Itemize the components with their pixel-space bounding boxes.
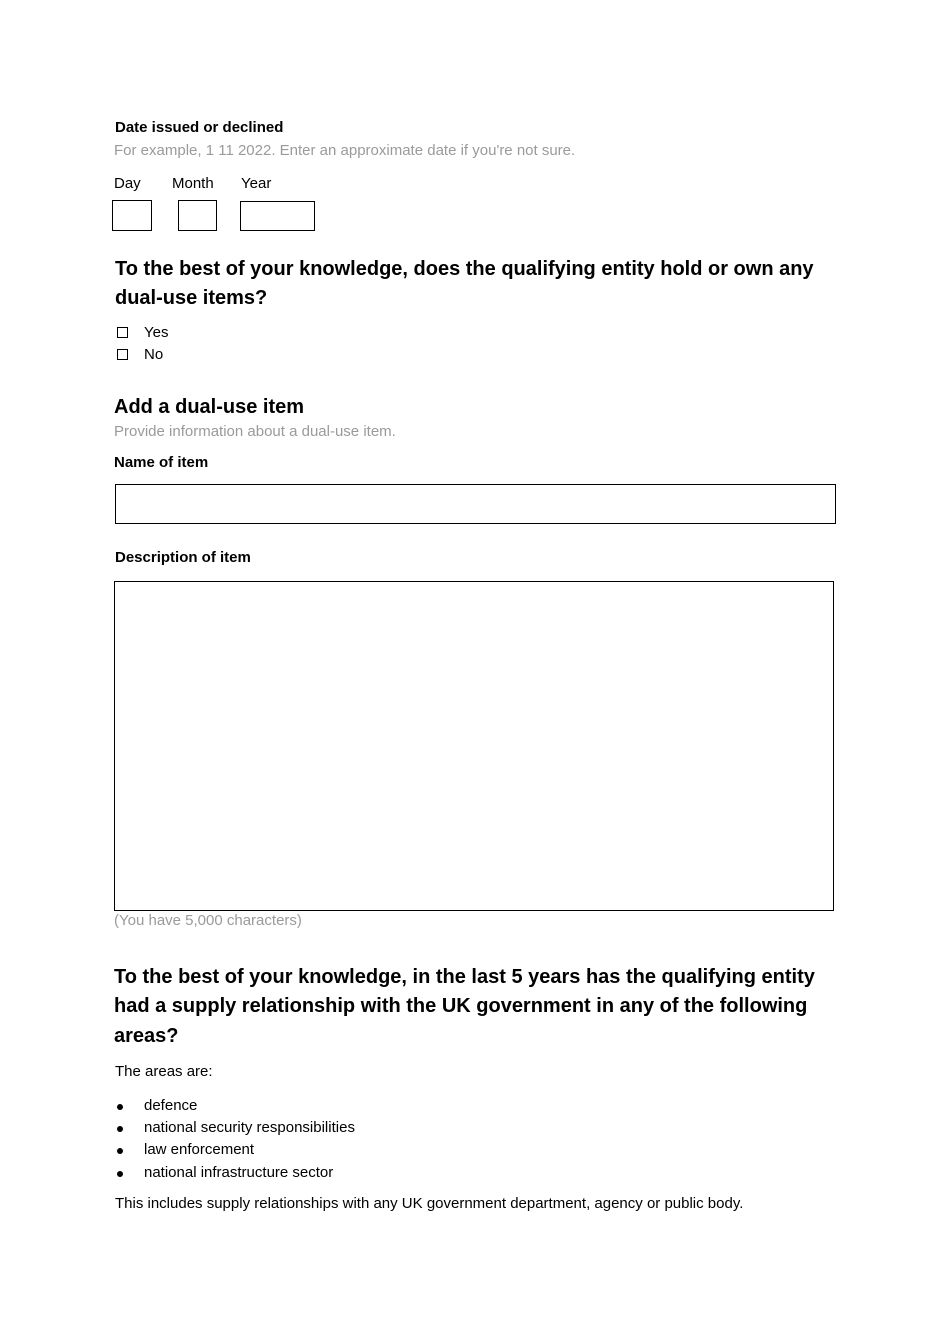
date-label: Date issued or declined: [115, 119, 284, 136]
year-label: Year: [241, 175, 272, 192]
dual-use-question-line2: dual-use items?: [115, 287, 268, 309]
supply-question-line3: areas?: [114, 1025, 179, 1047]
day-label: Day: [114, 175, 141, 192]
area-item: law enforcement: [144, 1141, 255, 1158]
add-item-hint: Provide information about a dual-use item.: [114, 423, 396, 440]
no-checkbox[interactable]: [117, 349, 128, 360]
name-of-item-input[interactable]: [115, 484, 836, 524]
add-item-heading: Add a dual-use item: [114, 396, 305, 418]
areas-intro: The areas are:: [115, 1063, 213, 1080]
supply-question-line2: had a supply relationship with the UK government in any of the following: [114, 995, 808, 1017]
day-input[interactable]: [112, 200, 152, 231]
yes-option-label: Yes: [144, 324, 169, 341]
supply-question-line1: To the best of your knowledge, in the last 5 years has the qualifying entity: [114, 966, 815, 988]
no-option-label: No: [144, 346, 164, 363]
area-item: national infrastructure sector: [144, 1164, 334, 1181]
yes-checkbox[interactable]: [117, 327, 128, 338]
bullet-icon: [117, 1104, 123, 1110]
description-textarea[interactable]: [114, 581, 834, 911]
dual-use-question-line1: To the best of your knowledge, does the qualifying entity hold or own any: [115, 258, 814, 280]
date-hint: For example, 1 11 2022. Enter an approximate date if you're not sure.: [114, 142, 576, 159]
name-of-item-label: Name of item: [114, 454, 209, 471]
area-item: defence: [144, 1097, 198, 1114]
area-item: national security responsibilities: [144, 1119, 355, 1136]
description-label: Description of item: [115, 549, 251, 566]
bullet-icon: [117, 1126, 123, 1132]
character-count: (You have 5,000 characters): [114, 912, 302, 929]
month-input[interactable]: [178, 200, 217, 231]
bullet-icon: [117, 1148, 123, 1154]
year-input[interactable]: [240, 201, 315, 231]
month-label: Month: [172, 175, 214, 192]
supply-footer: This includes supply relationships with any UK government department, agency or public body.: [115, 1195, 744, 1212]
bullet-icon: [117, 1171, 123, 1177]
